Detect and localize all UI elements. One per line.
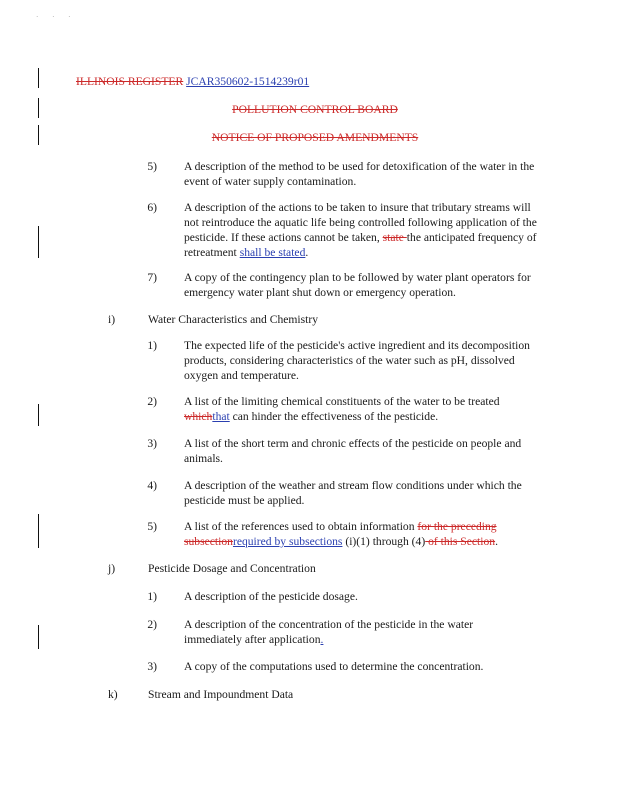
change-bar bbox=[38, 625, 39, 649]
deleted-text: for the preceding subsection bbox=[184, 520, 497, 548]
section-title: Stream and Impoundment Data bbox=[148, 688, 294, 701]
section-label: k) bbox=[108, 688, 118, 701]
change-bar bbox=[38, 404, 39, 426]
board-title: POLLUTION CONTROL BOARD bbox=[232, 103, 398, 116]
item-text bbox=[184, 519, 534, 549]
register-deleted: ILLINOIS REGISTER bbox=[76, 75, 184, 88]
text-segment: A list of the references used to obtain information bbox=[184, 520, 418, 533]
item-number: 5) bbox=[147, 160, 157, 173]
item-number: 3) bbox=[147, 437, 157, 450]
item-number: 4) bbox=[147, 479, 157, 492]
item-number: 1) bbox=[147, 590, 157, 603]
inserted-text: shall be stated bbox=[239, 246, 306, 259]
item-text: A description of the weather and stream flow conditions under which the pesticide must be applied. bbox=[184, 479, 522, 507]
item-text: A copy of the contingency plan to be followed by water plant operators for emergency water plant shut down or emergency operation. bbox=[184, 271, 531, 299]
text-segment: A description of the concentration of the pesticide in the water immediately after application bbox=[184, 618, 474, 646]
register-inserted: JCAR350602-1514239r01 bbox=[186, 75, 310, 88]
item-number: 6) bbox=[147, 201, 157, 214]
inserted-text: . bbox=[320, 633, 324, 646]
item-text bbox=[184, 394, 534, 424]
register-line bbox=[76, 74, 309, 89]
change-bar bbox=[38, 68, 39, 88]
text-segment: A description of the actions to be taken to insure that tributary streams will not reintroduce the aquatic life being controlled following application of the pesticide. If these actions cannot be taken, bbox=[184, 201, 537, 244]
deleted-text: which bbox=[184, 410, 213, 423]
item-number: 1) bbox=[147, 339, 157, 352]
text-segment: the anticipated frequency of retreatment bbox=[184, 231, 537, 259]
text-segment: . bbox=[305, 246, 309, 259]
item-text: A list of the short term and chronic effects of the pesticide on people and animals. bbox=[184, 437, 522, 465]
item-text: A description of the pesticide dosage. bbox=[184, 590, 358, 603]
text-segment: (i)(1) through (4) bbox=[342, 535, 426, 548]
inserted-text: required by subsections bbox=[232, 535, 343, 548]
notice-line bbox=[0, 130, 618, 145]
section-label: j) bbox=[108, 562, 116, 575]
notice-title: NOTICE OF PROPOSED AMENDMENTS bbox=[211, 131, 419, 144]
scan-artifact: · · · bbox=[36, 13, 77, 21]
text-segment: A list of the limiting chemical constituents of the water to be treated bbox=[184, 395, 500, 408]
section-title: Pesticide Dosage and Concentration bbox=[148, 562, 316, 575]
item-number: 2) bbox=[147, 618, 157, 631]
section-title: Water Characteristics and Chemistry bbox=[148, 313, 319, 326]
section-label: i) bbox=[108, 313, 116, 326]
item-number: 2) bbox=[147, 395, 157, 408]
item-text bbox=[184, 200, 546, 260]
deleted-text: of this Section bbox=[425, 535, 496, 548]
change-bar bbox=[38, 514, 39, 548]
item-number: 5) bbox=[147, 520, 157, 533]
change-bar bbox=[38, 226, 39, 258]
item-text: A copy of the computations used to determine the concentration. bbox=[184, 660, 484, 673]
item-text: The expected life of the pesticide's active ingredient and its decomposition products, considering characteristics of the water such as pH, dissolved oxygen and temperature. bbox=[184, 339, 530, 382]
board-line bbox=[0, 102, 618, 117]
text-segment: . bbox=[495, 535, 498, 548]
item-number: 3) bbox=[147, 660, 157, 673]
item-text bbox=[184, 617, 504, 647]
text-segment: can hinder the effectiveness of the pesticide. bbox=[229, 410, 439, 423]
deleted-text: state bbox=[382, 231, 407, 244]
item-number: 7) bbox=[147, 271, 157, 284]
inserted-text: that bbox=[212, 410, 230, 423]
item-text: A description of the method to be used for detoxification of the water in the event of water supply contamination. bbox=[184, 160, 535, 188]
